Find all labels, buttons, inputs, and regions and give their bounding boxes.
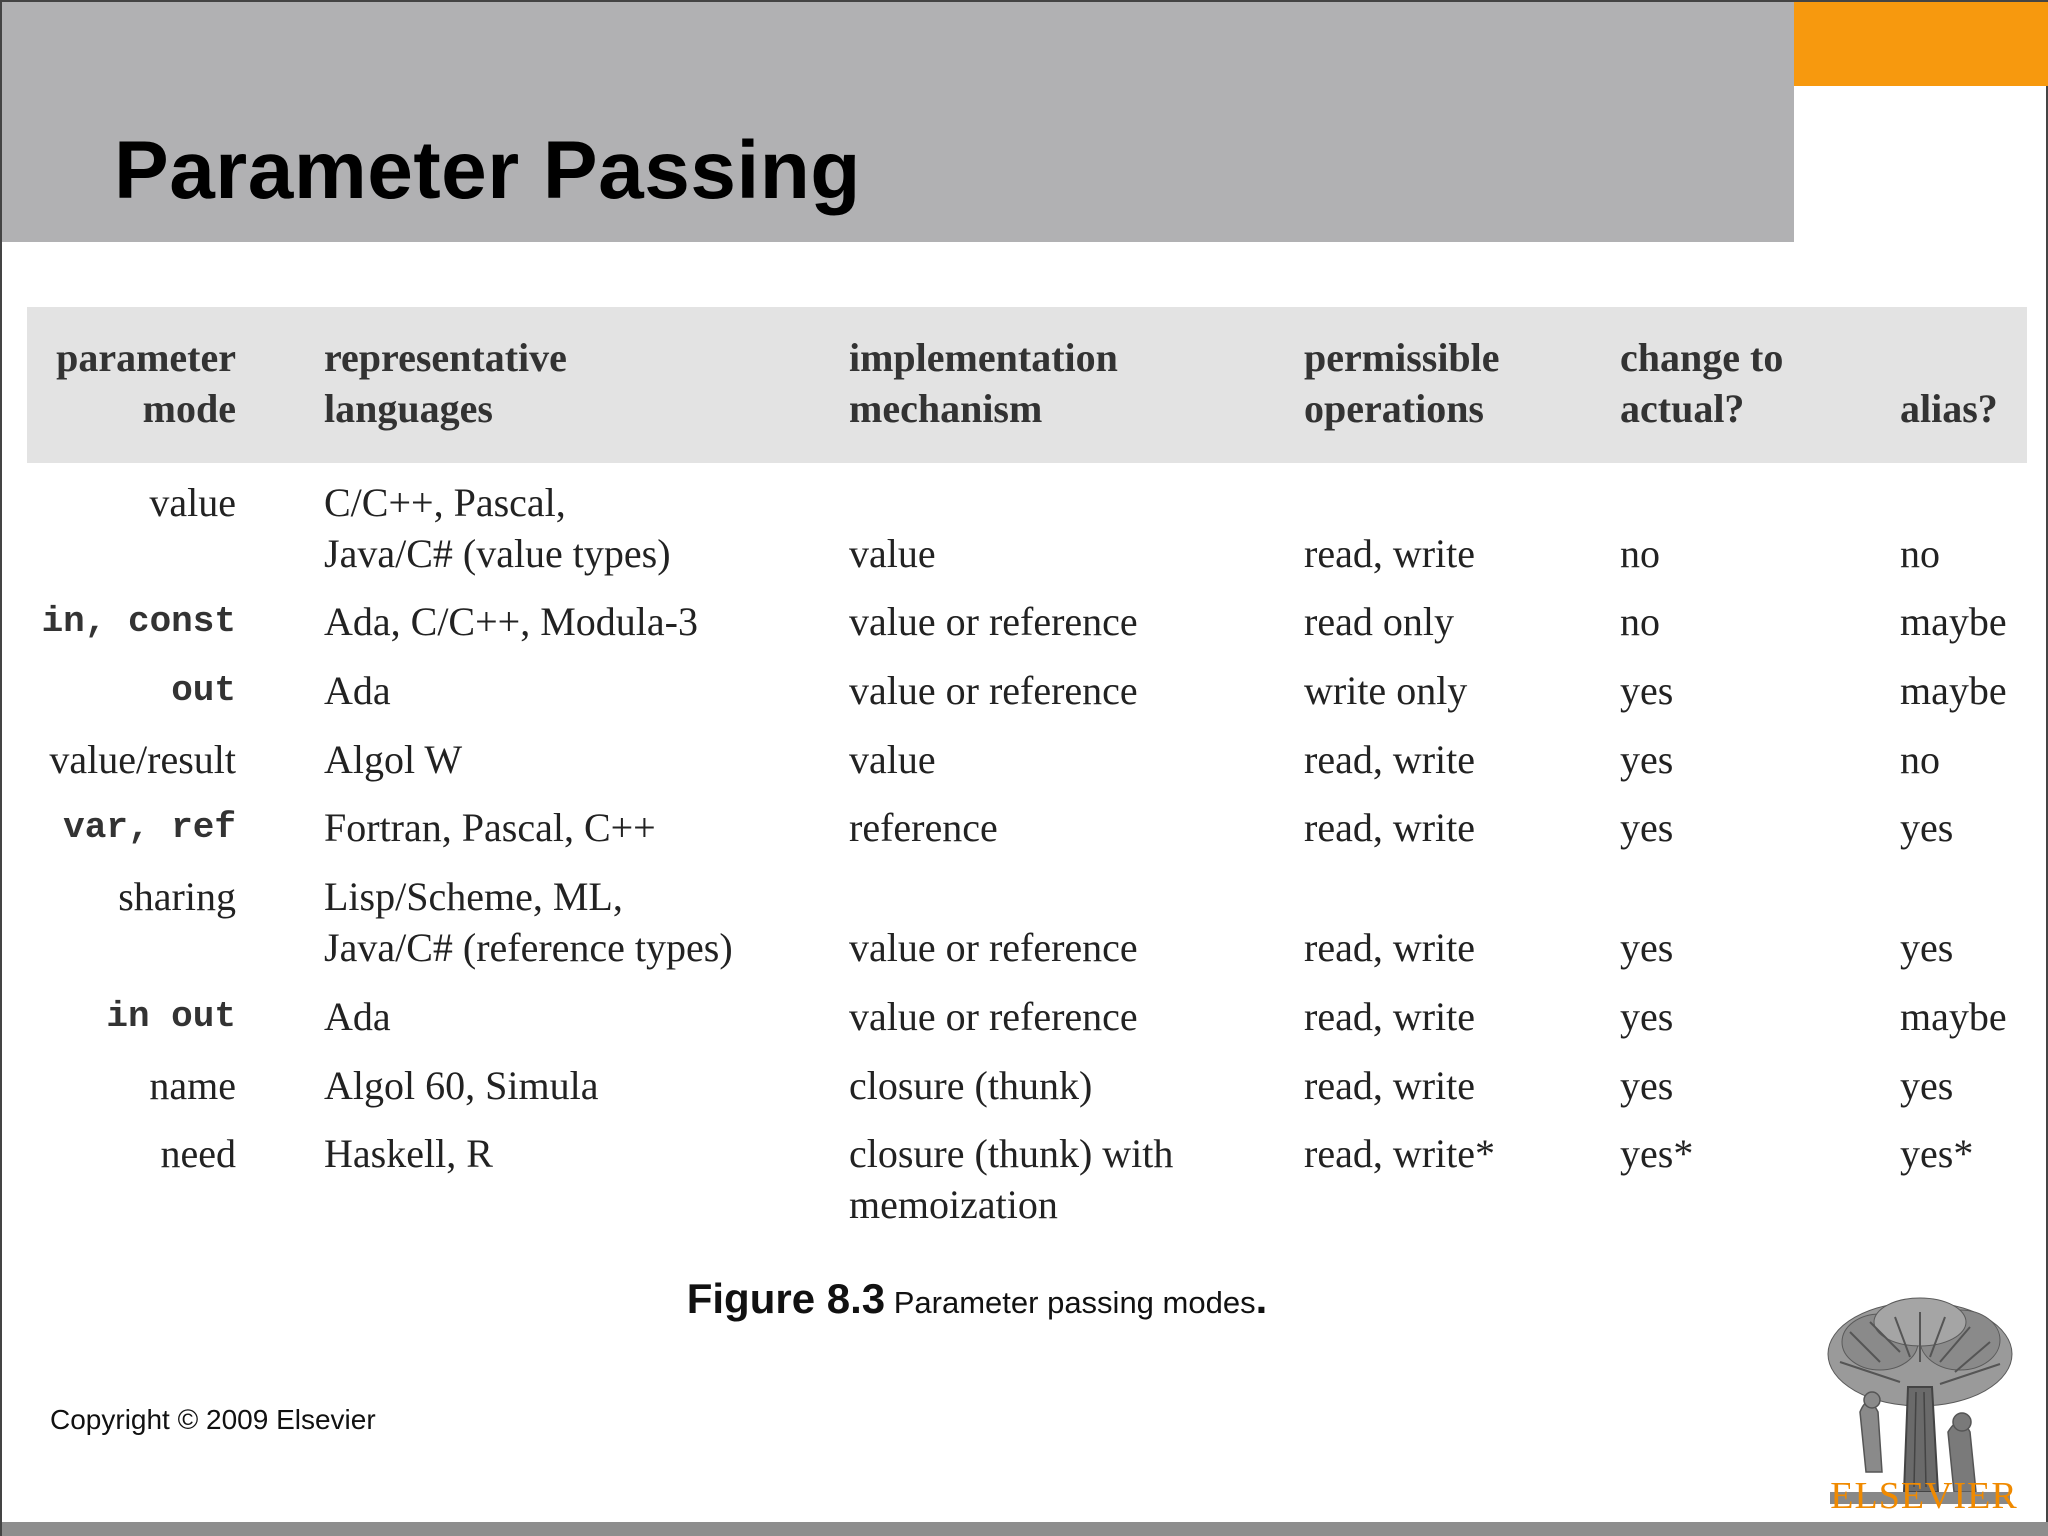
cell-alias: yes [1900,805,1954,850]
cell-operations: read, write [1304,1063,1476,1108]
cell-mechanism: value or reference [849,994,1138,1039]
cell-mode: sharing [118,874,236,919]
figure-caption [2,1275,1952,1323]
cell-languages-line2: Java/C# (value types) [324,531,671,576]
cell-alias: maybe [1900,668,2007,713]
cell-mode: name [149,1063,236,1108]
cell-operations: read, write [1304,805,1476,850]
cell-mode: out [171,670,236,711]
cell-languages-line1: Algol W [324,737,463,782]
figure-number: Figure 8.3 [686,1275,886,1322]
cell-alias: maybe [1900,599,2007,644]
cell-languages-line1: Algol 60, Simula [324,1063,599,1108]
cell-languages-line2: Java/C# (reference types) [324,925,733,970]
cell-languages-line1: Ada [324,668,391,713]
cell-change: yes [1620,737,1674,782]
copyright-notice: Copyright © 2009 Elsevier [50,1404,376,1435]
column-header-change-line1: change to [1620,335,1784,380]
cell-languages-line1: Lisp/Scheme, ML, [324,874,623,919]
cell-mechanism: value [849,531,936,576]
cell-languages-line1: Ada, C/C++, Modula-3 [324,599,698,644]
cell-mode: need [160,1131,236,1176]
column-header-mechanism-line2: mechanism [849,386,1043,431]
cell-alias: no [1900,531,1940,576]
cell-mechanism: value or reference [849,925,1138,970]
cell-mechanism: value or reference [849,668,1138,713]
cell-languages-line1: Fortran, Pascal, C++ [324,805,656,850]
column-header-operations-line2: operations [1304,386,1484,431]
cell-operations: read only [1304,599,1454,644]
bottom-bar [2,1522,2048,1536]
cell-alias: yes [1900,1063,1954,1108]
cell-mechanism: value or reference [849,599,1138,644]
cell-mechanism: reference [849,805,998,850]
cell-mechanism-line2: memoization [849,1182,1058,1227]
cell-operations: read, write [1304,994,1476,1039]
cell-mechanism: value [849,737,936,782]
cell-languages-line1: Haskell, R [324,1131,493,1176]
figure-caption-text: Parameter passing modes [885,1285,1256,1320]
cell-change: no [1620,531,1660,576]
figure-caption-period: . [1255,1275,1268,1322]
cell-mechanism-line1: closure (thunk) with [849,1131,1174,1176]
cell-alias: no [1900,737,1940,782]
column-header-alias: alias? [1900,386,1998,431]
cell-change: yes [1620,1063,1674,1108]
cell-change: yes* [1620,1131,1694,1176]
slide-title: Parameter Passing [114,125,861,216]
cell-operations: read, write* [1304,1131,1496,1176]
cell-mode: in out [106,996,236,1037]
cell-change: yes [1620,805,1674,850]
cell-operations: read, write [1304,531,1476,576]
cell-mode: var, ref [63,807,236,848]
elsevier-wordmark: ELSEVIER [1830,1475,2018,1517]
cell-alias: yes [1900,925,1954,970]
cell-change: yes [1620,994,1674,1039]
cell-mode: in, const [41,601,236,642]
cell-alias: maybe [1900,994,2007,1039]
column-header-languages-line1: representative [324,335,567,380]
column-header-mode-line2: mode [142,386,236,431]
cell-mode: value [149,480,236,525]
column-header-change-line2: actual? [1620,386,1745,431]
accent-bar [1794,2,2048,86]
cell-languages-line1: Ada [324,994,391,1039]
cell-alias: yes* [1900,1131,1974,1176]
cell-change: no [1620,599,1660,644]
cell-change: yes [1620,925,1674,970]
column-header-languages-line2: languages [324,386,493,431]
column-header-operations-line1: permissible [1304,335,1500,380]
cell-change: yes [1620,668,1674,713]
cell-operations: read, write [1304,737,1476,782]
cell-operations: read, write [1304,925,1476,970]
cell-languages-line1: C/C++, Pascal, [324,480,566,525]
cell-operations: write only [1304,668,1468,713]
cell-mode: value/result [49,737,236,782]
column-header-mode-line1: parameter [56,335,236,380]
cell-mechanism: closure (thunk) [849,1063,1093,1108]
column-header-mechanism-line1: implementation [849,335,1118,380]
